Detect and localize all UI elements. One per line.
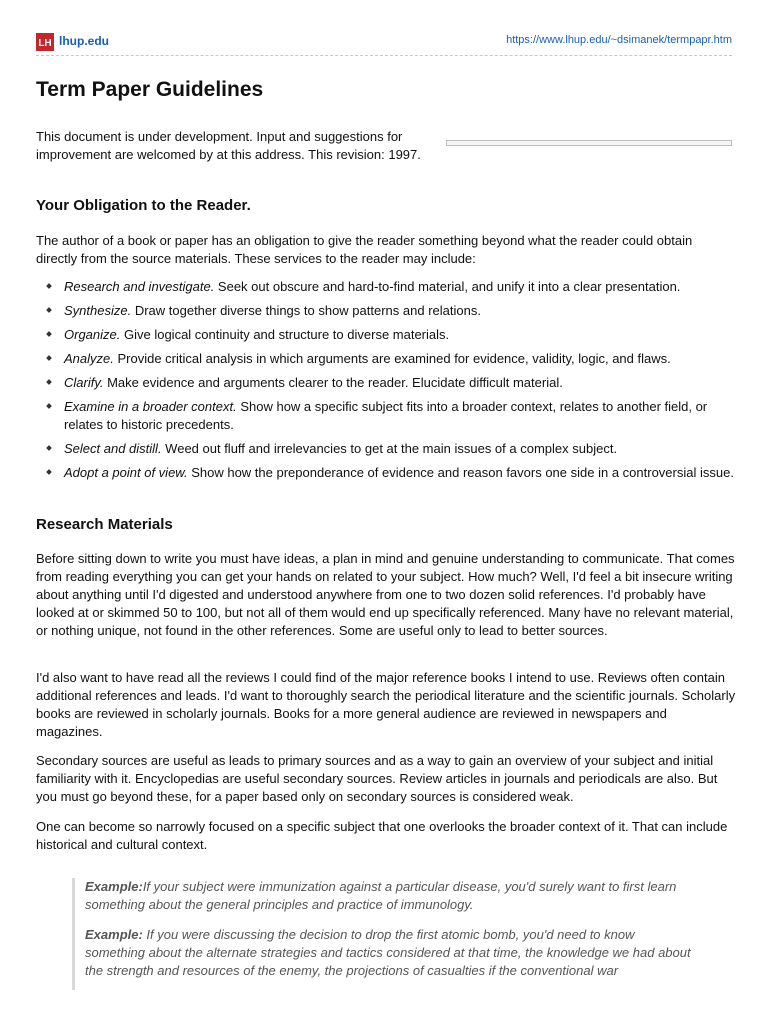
svg-text:LH: LH bbox=[38, 38, 52, 49]
research-paragraph: Before sitting down to write you must have ideas, a plan in mind and genuine understanding to communicate. That comes from reading everything you can get your hands on related to your subject. How much? Well, I'd feel a bit insecure writing about anything until I'd digested and understood anywhere from one to two dozen solid references. I'd probably have looked at or skimmed 50 to 100, but not all of them would end up specifically referenced. Many have no relevant material, or nothing unique, not found in the other references. Some are useful only to lead to better sources. bbox=[36, 551, 735, 638]
list-item bbox=[44, 350, 734, 368]
example-blockquote bbox=[72, 878, 695, 990]
horizontal-rule bbox=[446, 140, 732, 146]
research-heading: Research Materials bbox=[36, 516, 173, 533]
research-paragraph: I'd also want to have read all the reviews I could find of the major reference books I intend to use. Reviews often contain additional references and leads. I'd want to thoroughly search the periodical literature and the scientific journals. Scholarly books are reviewed in scholarly journals. Books for a more general audience are reviewed in newspapers and magazines. bbox=[36, 670, 736, 739]
example-item bbox=[85, 926, 695, 980]
list-item-term: Synthesize. bbox=[64, 303, 132, 318]
example-text: If your subject were immunization against a particular disease, you'd surely want to first learn something about the general principles and practice of immunology. bbox=[85, 879, 677, 912]
site-name-link[interactable]: lhup.edu bbox=[59, 34, 109, 48]
list-item-term: Analyze. bbox=[64, 351, 114, 366]
intro-paragraph: This document is under development. Input and suggestions for improvement are welcomed by at this address. This revision: 1997. bbox=[36, 129, 421, 162]
lhup-logo-icon[interactable] bbox=[36, 33, 54, 51]
list-item-text: Draw together diverse things to show patterns and relations. bbox=[131, 303, 481, 318]
list-item-text: Provide critical analysis in which arguments are examined for evidence, validity, logic, and flaws. bbox=[113, 351, 671, 366]
services-list bbox=[44, 278, 734, 488]
example-item bbox=[85, 878, 695, 914]
bullet-icon bbox=[46, 445, 52, 451]
bullet-icon bbox=[46, 355, 52, 361]
page-header bbox=[36, 30, 732, 56]
list-item-term: Adopt a point of view. bbox=[64, 465, 188, 480]
list-item-term: Organize. bbox=[64, 327, 121, 342]
bullet-icon bbox=[46, 283, 52, 289]
list-item-term: Select and distill. bbox=[64, 441, 162, 456]
list-item bbox=[44, 326, 734, 344]
list-item-term: Clarify. bbox=[64, 375, 104, 390]
list-item bbox=[44, 464, 734, 482]
list-item bbox=[44, 374, 734, 392]
research-paragraph: Secondary sources are useful as leads to primary sources and as a way to gain an overview of your subject and initial familiarity with it. Encyclopedias are useful secondary sources. Review articles in journals and periodicals are also. But you must go beyond these, for a paper based only on secondary sources is considered weak. bbox=[36, 753, 718, 804]
list-item-text: Show how a specific subject fits into a broader context, relates to another field, or relates to historic precedents. bbox=[64, 399, 708, 432]
list-item-term: Examine in a broader context. bbox=[64, 399, 237, 414]
list-item-text: Seek out obscure and hard-to-find material, and unify it into a clear presentation. bbox=[214, 279, 681, 294]
example-label: Example: bbox=[85, 927, 143, 942]
research-paragraph: One can become so narrowly focused on a specific subject that one overlooks the broader context of it. That can include historical and cultural context. bbox=[36, 819, 728, 852]
obligation-heading: Your Obligation to the Reader. bbox=[36, 197, 251, 214]
example-text: If you were discussing the decision to drop the first atomic bomb, you'd need to know something about the alternate strategies and tactics considered at that time, the knowledge we had about the strength and resources of the enemy, the projections of casualties if the conventional war bbox=[85, 927, 691, 978]
list-item bbox=[44, 302, 734, 320]
bullet-icon bbox=[46, 469, 52, 475]
example-label: Example: bbox=[85, 879, 143, 894]
list-item bbox=[44, 278, 734, 296]
obligation-paragraph: The author of a book or paper has an obligation to give the reader something beyond what the reader could obtain directly from the source materials. These services to the reader may include: bbox=[36, 233, 693, 266]
bullet-icon bbox=[46, 331, 52, 337]
list-item bbox=[44, 398, 734, 434]
header-divider bbox=[36, 55, 732, 56]
list-item-term: Research and investigate. bbox=[64, 279, 215, 294]
bullet-icon bbox=[46, 403, 52, 409]
list-item-text: Weed out fluff and irrelevancies to get at the main issues of a complex subject. bbox=[161, 441, 618, 456]
list-item bbox=[44, 440, 734, 458]
page-title: Term Paper Guidelines bbox=[36, 78, 264, 101]
page-url-link[interactable]: https://www.lhup.edu/~dsimanek/termpapr.htm bbox=[506, 34, 732, 46]
bullet-icon bbox=[46, 307, 52, 313]
list-item-text: Give logical continuity and structure to diverse materials. bbox=[120, 327, 450, 342]
list-item-text: Show how the preponderance of evidence and reason favors one side in a controversial issue. bbox=[187, 465, 734, 480]
bullet-icon bbox=[46, 379, 52, 385]
list-item-text: Make evidence and arguments clearer to the reader. Elucidate difficult material. bbox=[103, 375, 563, 390]
